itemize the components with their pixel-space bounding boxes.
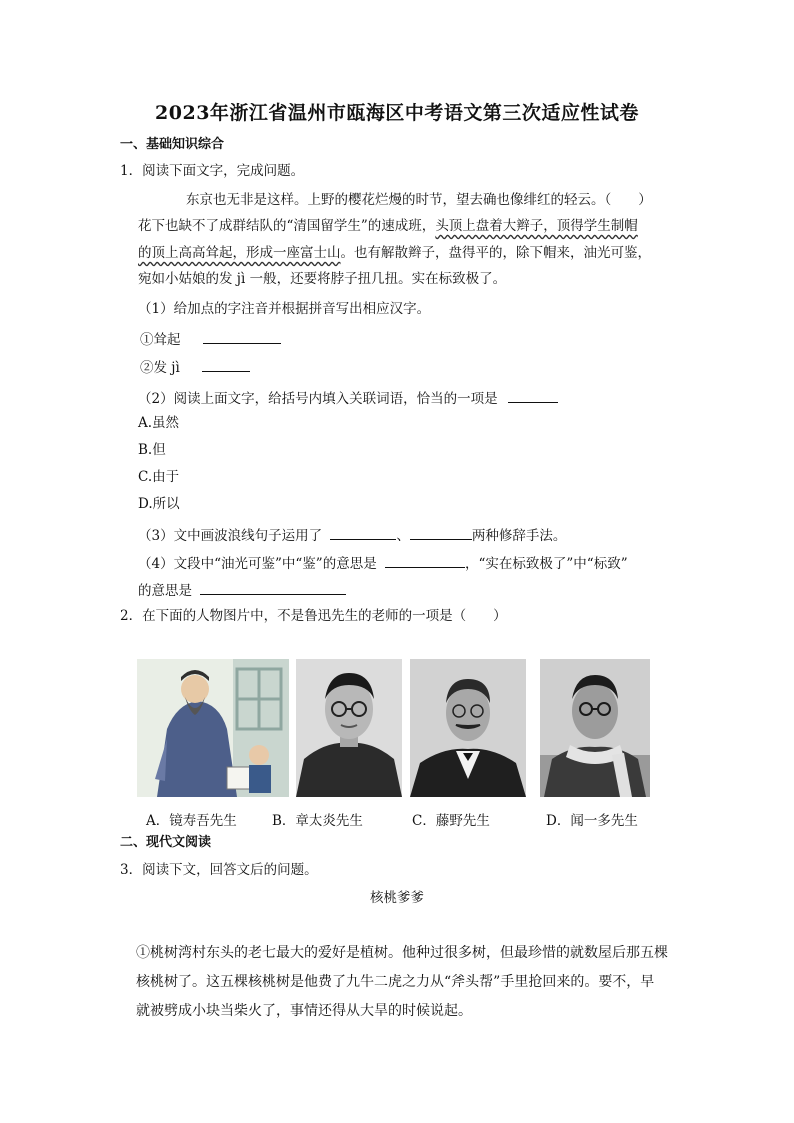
subquestion-4-line-2 bbox=[138, 582, 346, 599]
section-heading-2: 二、现代文阅读 bbox=[120, 835, 212, 850]
caption-d[interactable]: D．闻一多先生 bbox=[546, 813, 638, 829]
page-title: 2023年浙江省温州市瓯海区中考语文第三次适应性试卷 bbox=[155, 102, 639, 124]
answer-blank-5[interactable] bbox=[410, 527, 472, 540]
caption-c[interactable]: C．藤野先生 bbox=[412, 813, 490, 829]
portrait-man-mustache-icon bbox=[410, 659, 526, 797]
answer-blank-7[interactable] bbox=[200, 582, 346, 595]
subquestion-1: （1）给加点的字注音并根据拼音写出相应汉字。 bbox=[138, 301, 431, 317]
portrait-c-photo[interactable] bbox=[410, 659, 526, 797]
answer-blank-6[interactable] bbox=[385, 555, 465, 568]
portrait-d-photo[interactable] bbox=[540, 659, 650, 797]
option-d[interactable]: D.所以 bbox=[138, 496, 180, 512]
passage-line-3-text: 。也有解散辫子，盘得平的，除下帽来，油光可鉴， bbox=[340, 245, 651, 261]
wavy-underlined-sentence-part-1: 头顶上盘着大辫子，顶得学生制帽 bbox=[435, 218, 638, 234]
question-1-stem: 1．阅读下面文字，完成问题。 bbox=[120, 163, 305, 179]
subquestion-3 bbox=[138, 527, 566, 544]
article-paragraph-1-line-1: ①桃树湾村东头的老七最大的爱好是植树。他种过很多树，但最珍惜的就数屋后那五棵 bbox=[136, 945, 668, 961]
article-title: 核桃爹爹 bbox=[370, 890, 424, 906]
answer-blank-4[interactable] bbox=[330, 527, 396, 540]
question-2-stem: 2．在下面的人物图片中，不是鲁迅先生的老师的一项是（ ） bbox=[120, 608, 507, 624]
article-paragraph-1-line-3: 就被劈成小块当柴火了，事情还得从大旱的时候说起。 bbox=[136, 1003, 472, 1019]
answer-blank-3[interactable] bbox=[508, 390, 558, 403]
caption-b[interactable]: B．章太炎先生 bbox=[272, 813, 363, 829]
subquestion-4-post: ，“实在标致极了”中“标致” bbox=[465, 556, 628, 572]
option-b[interactable]: B.但 bbox=[138, 442, 166, 458]
item-2-label: ②发 jì bbox=[140, 360, 180, 376]
question-3-stem: 3．阅读下文，回答文后的问题。 bbox=[120, 862, 318, 878]
subquestion-3-mid: 、 bbox=[396, 528, 410, 544]
wavy-underlined-sentence-part-2: 的顶上高高耸起，形成一座富士山 bbox=[138, 245, 341, 261]
subquestion-4-pre: （4）文段中“油光可鉴”中“鉴”的意思是 bbox=[138, 556, 377, 572]
article-paragraph-1-line-2: 核桃树了。这五棵核桃树是他费了九牛二虎之力从“斧头帮”手里抢回来的。要不，早 bbox=[136, 974, 655, 990]
answer-blank-2[interactable] bbox=[202, 359, 250, 372]
subquestion-1-item-2 bbox=[140, 359, 250, 376]
passage-line-2 bbox=[138, 220, 638, 234]
option-c[interactable]: C.由于 bbox=[138, 469, 180, 485]
portrait-man-glasses-icon bbox=[296, 659, 402, 797]
subquestion-2 bbox=[138, 390, 558, 407]
passage-line-3 bbox=[138, 247, 651, 261]
portrait-man-scarf-icon bbox=[540, 659, 650, 797]
portrait-a-illustration[interactable] bbox=[137, 659, 289, 797]
illustration-scholar-icon bbox=[137, 659, 289, 797]
subquestion-3-post: 两种修辞手法。 bbox=[471, 528, 567, 544]
subquestion-1-item-1 bbox=[140, 331, 281, 348]
passage-line-2-text: 花下也缺不了成群结队的“清国留学生”的速成班， bbox=[138, 218, 436, 234]
section-heading-1: 一、基础知识综合 bbox=[120, 137, 225, 152]
passage-line-1: 东京也无非是这样。上野的樱花烂熳的时节，望去确也像绯红的轻云。（ ） bbox=[186, 192, 652, 208]
answer-blank-1[interactable] bbox=[203, 331, 281, 344]
option-a[interactable]: A.虽然 bbox=[138, 415, 180, 431]
subquestion-4-line-2-text: 的意思是 bbox=[138, 583, 192, 599]
subquestion-4 bbox=[138, 555, 628, 572]
subquestion-3-pre: （3）文中画波浪线句子运用了 bbox=[138, 528, 323, 544]
item-1-label: ①耸起 bbox=[140, 332, 181, 348]
passage-line-4: 宛如小姑娘的发 jì 一般，还要将脖子扭几扭。实在标致极了。 bbox=[138, 271, 507, 287]
portrait-b-photo[interactable] bbox=[296, 659, 402, 797]
subquestion-2-text: （2）阅读上面文字，给括号内填入关联词语，恰当的一项是 bbox=[138, 391, 498, 407]
caption-a[interactable]: A．镜寿吾先生 bbox=[146, 813, 237, 829]
